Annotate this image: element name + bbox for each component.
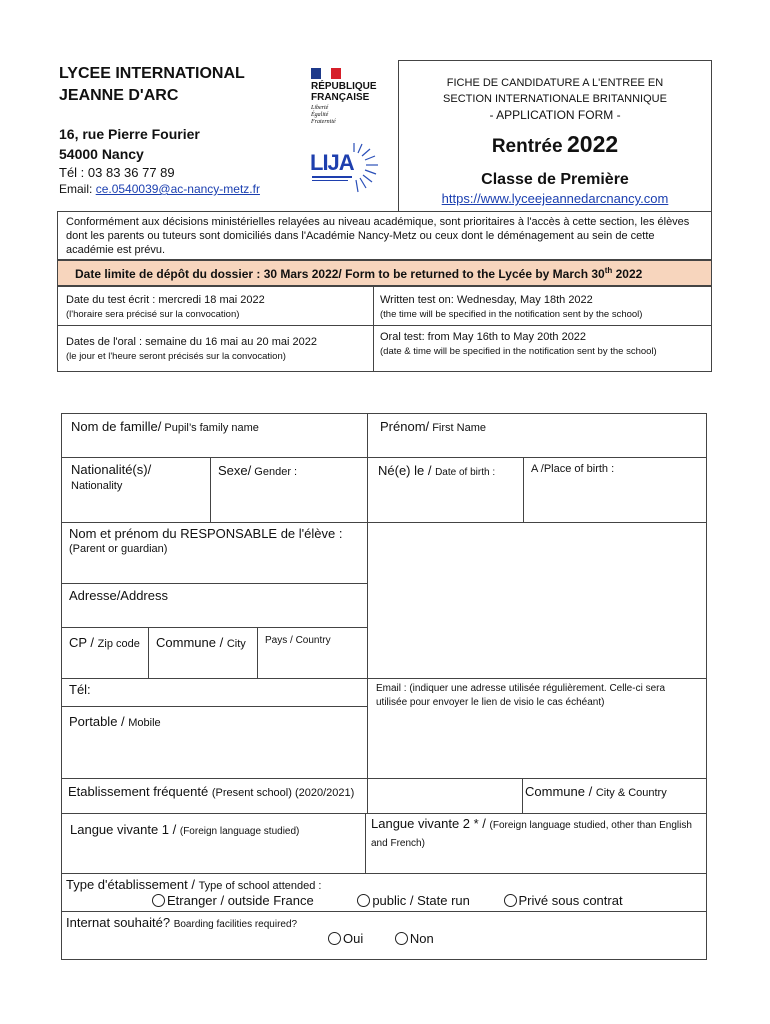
tests-divider-v: [373, 286, 374, 372]
zip-label: CP /: [69, 635, 98, 650]
language1-field[interactable]: [70, 821, 299, 839]
family-name-label-en: Pupil’s family name: [161, 422, 259, 434]
school-email-link[interactable]: ce.0540039@ac-nancy-metz.fr: [95, 182, 260, 196]
mobile-label-en: Mobile: [128, 717, 161, 729]
school-email-label: Email:: [59, 182, 96, 196]
rentree-heading: [399, 131, 711, 158]
language2-field[interactable]: [371, 816, 701, 852]
nationality-label-en: Nationality: [71, 480, 123, 492]
republique-logo: [311, 68, 391, 126]
lija-underline2: [312, 180, 348, 181]
form-title-line2: SECTION INTERNATIONALE BRITANNIQUE: [443, 93, 667, 105]
radio-circle-icon: [395, 932, 408, 945]
radio-public-label: public / State run: [372, 893, 470, 908]
country-field[interactable]: Pays / Country: [265, 635, 331, 646]
radio-circle-icon: [152, 894, 165, 907]
school-address-line2: 54000 Nancy: [59, 146, 144, 162]
form-title-line3: - APPLICATION FORM -: [489, 108, 621, 122]
language1-label-en: (Foreign language studied): [179, 826, 300, 837]
tests-divider-h: [57, 325, 712, 326]
col-line-lang: [365, 813, 366, 873]
row-line-5: [61, 678, 707, 679]
school-address: [59, 124, 200, 164]
radio-foreign[interactable]: [152, 893, 314, 908]
rentree-year: 2022: [567, 131, 619, 157]
present-school-label-en: (Present school) (2020/2021): [211, 787, 355, 799]
deadline-main: Date limite de dépôt du dossier : 30 Mars 2022/ Form to be returned to the Lycée by March 30: [75, 267, 605, 281]
first-name-label-en: First Name: [429, 422, 486, 434]
language1-label: Langue vivante 1 /: [70, 822, 180, 837]
boarding-options: [328, 931, 434, 946]
school-address-line1: 16, rue Pierre Fourier: [59, 126, 200, 142]
row-line-3: [61, 583, 367, 584]
birth-place-field[interactable]: A /Place of birth :: [531, 463, 615, 475]
republique-line2: FRANÇAISE: [311, 92, 370, 103]
written-fr-note: (l'horaire sera précisé sur la convocation): [66, 309, 240, 320]
phone-field[interactable]: Tél:: [69, 682, 91, 697]
family-name-label: Nom de famille/: [71, 419, 162, 434]
row-line-8: [61, 813, 707, 814]
written-en-note: (the time will be specified in the notification sent by the school): [380, 309, 643, 320]
radio-private-label: Privé sous contrat: [518, 893, 623, 908]
deadline-bar: [57, 260, 712, 286]
school-city-label: Commune /: [525, 784, 596, 799]
school-city-label-en: City & Country: [595, 787, 667, 799]
boarding-label-en: Boarding facilities required?: [173, 919, 298, 930]
written-fr: Date du test écrit : mercredi 18 mai 2022: [66, 294, 265, 306]
form-title-line1: FICHE DE CANDIDATURE A L'ENTREE EN: [446, 77, 664, 89]
zip-label-en: Zip code: [97, 638, 140, 650]
school-email-row: [59, 182, 260, 196]
school-name: [59, 63, 245, 107]
school-type-label: Type d'établissement /: [66, 877, 199, 892]
nationality-label: Nationalité(s)/: [71, 462, 152, 477]
radio-no[interactable]: [395, 931, 434, 946]
present-school-label: Etablissement fréquenté: [68, 784, 212, 799]
commune-field[interactable]: [156, 634, 246, 652]
notice-text: Conformément aux décisions ministérielles relayées au niveau académique, sont prioritaires à l'accès à cette section, les élèves dont les parents ou tuteurs sont domiciliés dans l'Académie Nancy-Metz ou ceux dont le déménagement au sein de cette académie est prévu.: [66, 216, 690, 256]
family-name-field[interactable]: [71, 418, 259, 436]
col-line-zip: [148, 627, 149, 678]
radio-circle-icon: [328, 932, 341, 945]
lija-underline: [312, 176, 352, 178]
commune-label-en: City: [226, 638, 246, 650]
lija-text: LIJA: [310, 150, 354, 175]
sex-label: Sexe/: [218, 463, 252, 478]
radio-foreign-label: Etranger / outside France: [167, 893, 314, 908]
zip-field[interactable]: [69, 634, 140, 652]
radio-no-label: Non: [409, 931, 434, 946]
email-field[interactable]: Email : (indiquer une adresse utilisée régulièrement. Celle-ci sera utilisée pour envoyer le lien de visio le cas échéant): [376, 683, 666, 708]
school-city-field[interactable]: [525, 783, 667, 801]
language2-label-en: (Foreign language studied, other than English and French): [371, 820, 692, 849]
col-line-school-city: [522, 778, 523, 813]
motto-egalite: Égalité: [311, 112, 329, 118]
nationality-field[interactable]: [71, 462, 151, 492]
row-line-1: [61, 457, 707, 458]
oral-fr: Dates de l'oral : semaine du 16 mai au 20 mai 2022: [66, 336, 317, 348]
language2-label: Langue vivante 2 * /: [371, 816, 490, 831]
school-type-label-en: Type of school attended :: [198, 880, 322, 892]
republique-line1: RÉPUBLIQUE: [311, 81, 377, 92]
col-line-sex: [210, 457, 211, 522]
row-line-2: [61, 522, 707, 523]
oral-en-note: (date & time will be specified in the notification sent by the school): [380, 346, 657, 357]
birth-date-field[interactable]: [378, 462, 495, 480]
notice-box: [57, 211, 712, 260]
col-line-place: [523, 457, 524, 522]
header-box: [398, 60, 712, 212]
motto-liberte: Liberté: [311, 105, 329, 111]
website-link[interactable]: https://www.lyceejeannedarcnancy.com: [441, 191, 669, 206]
present-school-field[interactable]: [68, 783, 354, 801]
row-line-10: [61, 911, 707, 912]
website-row: [399, 191, 711, 206]
address-field[interactable]: Adresse/Address: [69, 588, 168, 603]
school-name-line1: LYCEE INTERNATIONAL: [59, 65, 245, 82]
motto-fraternite: Fraternité: [311, 119, 336, 125]
written-en: Written test on: Wednesday, May 18th 2022: [380, 294, 593, 306]
boarding-field: [66, 914, 297, 932]
row-line-9: [61, 873, 707, 874]
sex-field[interactable]: [218, 462, 297, 480]
guardian-field[interactable]: [69, 526, 342, 555]
deadline-sup: th: [604, 266, 613, 275]
mobile-field[interactable]: [69, 713, 161, 731]
school-phone: Tél : 03 83 36 77 89: [59, 165, 175, 180]
guardian-label: Nom et prénom du RESPONSABLE de l'élève :: [69, 526, 343, 541]
radio-private[interactable]: [504, 893, 623, 908]
form-title: [399, 75, 711, 123]
first-name-label: Prénom/: [380, 419, 430, 434]
classe-heading: Classe de Première: [481, 171, 629, 188]
lija-logo: [308, 138, 388, 198]
col-line-main: [367, 413, 368, 813]
school-type-field: [66, 876, 321, 894]
oral-en: Oral test: from May 16th to May 20th 2022: [380, 331, 587, 343]
sex-label-en: Gender :: [251, 466, 298, 478]
radio-yes[interactable]: [328, 931, 363, 946]
col-line-commune: [257, 627, 258, 678]
republique-motto: [311, 105, 391, 126]
guardian-label-en: (Parent or guardian): [69, 543, 168, 555]
commune-label: Commune /: [156, 635, 227, 650]
radio-circle-icon: [504, 894, 517, 907]
deadline-text: [75, 266, 642, 281]
row-line-6: [61, 706, 367, 707]
birth-date-label-en: Date of birth :: [435, 467, 496, 478]
radio-public[interactable]: [357, 893, 470, 908]
mobile-label: Portable /: [69, 714, 129, 729]
rentree-label: Rentrée: [491, 136, 563, 157]
boarding-label: Internat souhaité?: [66, 915, 174, 930]
school-name-line2: JEANNE D'ARC: [59, 87, 179, 104]
radio-yes-label: Oui: [343, 931, 364, 946]
french-flag-icon: [311, 68, 341, 79]
radio-circle-icon: [357, 894, 370, 907]
deadline-year: 2022: [612, 267, 643, 281]
row-line-7: [61, 778, 707, 779]
row-line-4: [61, 627, 367, 628]
birth-date-label: Né(e) le /: [378, 463, 436, 478]
first-name-field[interactable]: [380, 418, 486, 436]
school-type-options: [152, 893, 623, 908]
oral-fr-note: (le jour et l'heure seront précisés sur la convocation): [66, 351, 286, 362]
